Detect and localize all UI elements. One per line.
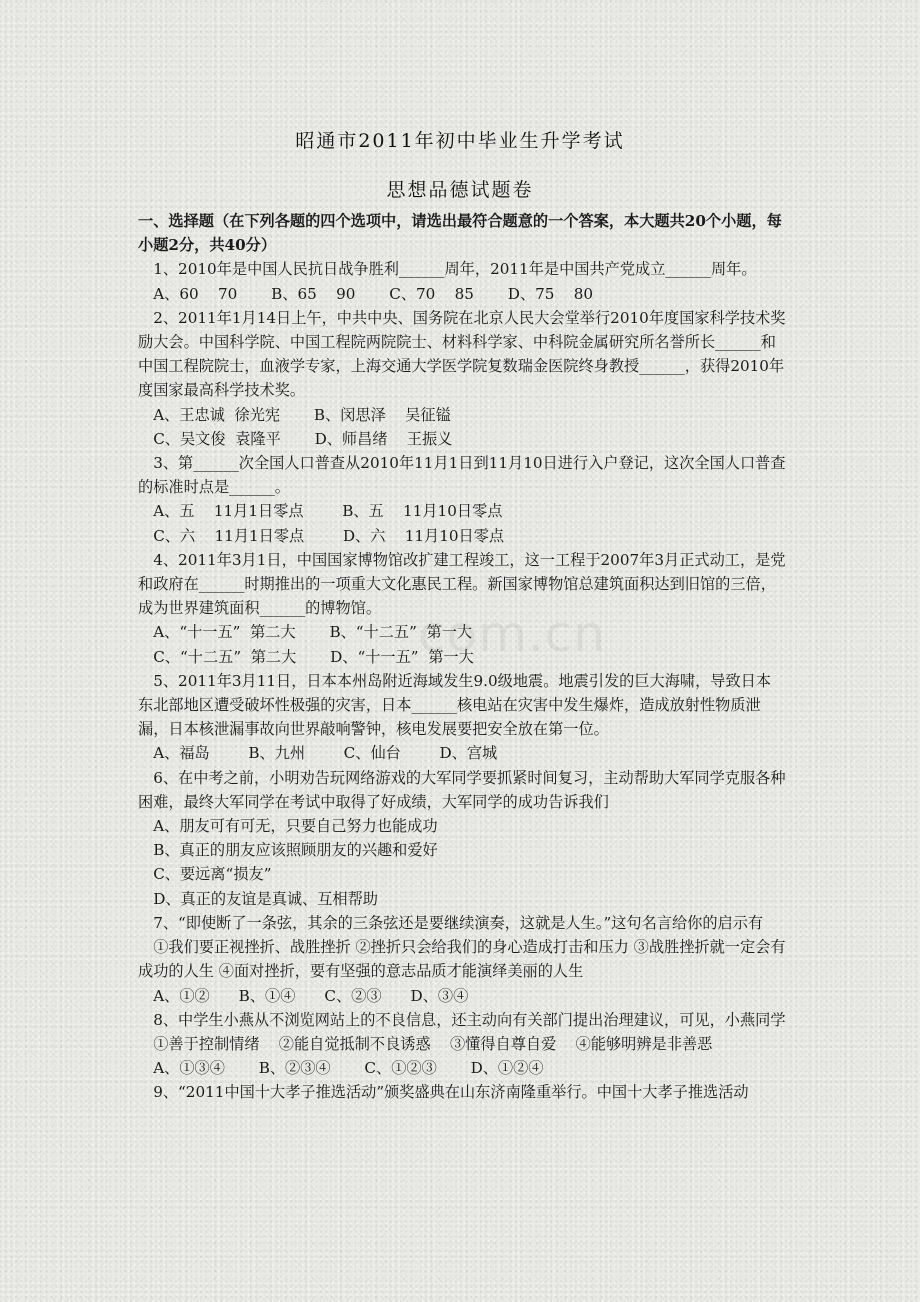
question-7-options: A、①② B、①④ C、②③ D、③④ — [153, 986, 469, 1005]
question-2-options-cd: C、吴文俊 袁隆平 D、师昌绪 王振义 — [153, 429, 453, 448]
question-7-stem: 7、“即使断了一条弦，其余的三条弦还是要继续演奏，这就是人生。”这句名言给你的启示有 — [153, 913, 764, 932]
question-5-options: A、福岛 B、九州 C、仙台 D、宫城 — [153, 744, 498, 763]
question-6-option-c: C、要远离“损友” — [153, 865, 272, 884]
question-7-statements: ①我们要正视挫折、战胜挫折 ②挫折只会给我们的身心造成打击和压力 ③战胜挫折就一定会有成功的人生 ④面对挫折，要有坚强的意志品质才能演绎美丽的人生 — [138, 938, 786, 981]
question-8-options: A、①③④ B、②③④ C、①②③ D、①②④ — [153, 1059, 544, 1078]
question-4-options-cd: C、“十二五” 第二大 D、“十一五” 第一大 — [153, 647, 474, 666]
watermark: com.cn — [418, 605, 606, 663]
question-6-stem: 6、在中考之前，小明劝告玩网络游戏的大军同学要抓紧时间复习，主动帮助大军同学克服各种困难，最终大军同学在考试中取得了好成绩，大军同学的成功告诉我们 — [138, 768, 786, 811]
question-1-stem: 1、2010年是中国人民抗日战争胜利______周年，2011年是中国共产党成立______周年。 — [153, 260, 757, 279]
question-8-stem: 8、中学生小燕从不浏览网站上的不良信息，还主动向有关部门提出治理建议，可见，小燕同学 — [153, 1010, 786, 1029]
question-8-statements: ①善于控制情绪 ②能自觉抵制不良诱惑 ③懂得自尊自爱 ④能够明辨是非善恶 — [153, 1034, 713, 1053]
question-3-options-ab: A、五 11月1日零点 B、五 11月10日零点 — [153, 502, 503, 521]
exam-title: 昭通市2011年初中毕业生升学考试 — [295, 130, 625, 152]
question-6-option-d: D、真正的友谊是真诚、互相帮助 — [153, 889, 378, 908]
question-5-stem: 5、2011年3月11日，日本本州岛附近海域发生9.0级地震。地震引发的巨大海啸，导致日本东北部地区遭受破坏性极强的灾害，日本______核电站在灾害中发生爆炸，造成放射性物质泄漏，日本核泄漏事故向世界敲响警钟，核电发展要把安全放在第一位。 — [138, 671, 772, 739]
question-9-stem: 9、“2011中国十大孝子推选活动”颁奖盛典在山东济南隆重举行。中国十大孝子推选活动 — [153, 1083, 749, 1102]
question-3-options-cd: C、六 11月1日零点 D、六 11月10日零点 — [153, 526, 505, 545]
question-1-options: A、60 70 B、65 90 C、70 85 D、75 80 — [153, 284, 594, 303]
question-6-option-a: A、朋友可有可无，只要自己努力也能成功 — [153, 817, 438, 836]
section-heading: 一、选择题（在下列各题的四个选项中，请选出最符合题意的一个答案，本大题共20个小题，每小题2分，共40分） — [138, 212, 782, 255]
question-2-stem: 2、2011年1月14日上午，中共中央、国务院在北京人民大会堂举行2010年度国家科学技术奖励大会。中国科学院、中国工程院两院院士、材料科学家、中科院金属研究所名誉所长______和中国工程院院士，血液学专家，上海交通大学医学院复数瑞金医院终身教授______，获得2010年度国家最高科学技术奖。 — [138, 308, 786, 400]
question-6-option-b: B、真正的朋友应该照顾朋友的兴趣和爱好 — [153, 841, 438, 860]
question-3-stem: 3、第______次全国人口普查从2010年11月1日到11月10日进行入户登记，这次全国人口普查的标准时点是______。 — [138, 454, 786, 497]
question-2-options-ab: A、王忠诚 徐光宪 B、闵思泽 吴征镒 — [153, 405, 451, 424]
question-4-stem: 4、2011年3月1日，中国国家博物馆改扩建工程竣工，这一工程于2007年3月正式动工，是党和政府在______时期推出的一项重大文化惠民工程。新国家博物馆总建筑面积达到旧馆的三倍，成为世界建筑面积______的博物馆。 — [138, 550, 786, 618]
question-4-options-ab: A、“十一五” 第二大 B、“十二五” 第一大 — [153, 623, 473, 642]
exam-subtitle: 思想品德试题卷 — [386, 179, 534, 201]
